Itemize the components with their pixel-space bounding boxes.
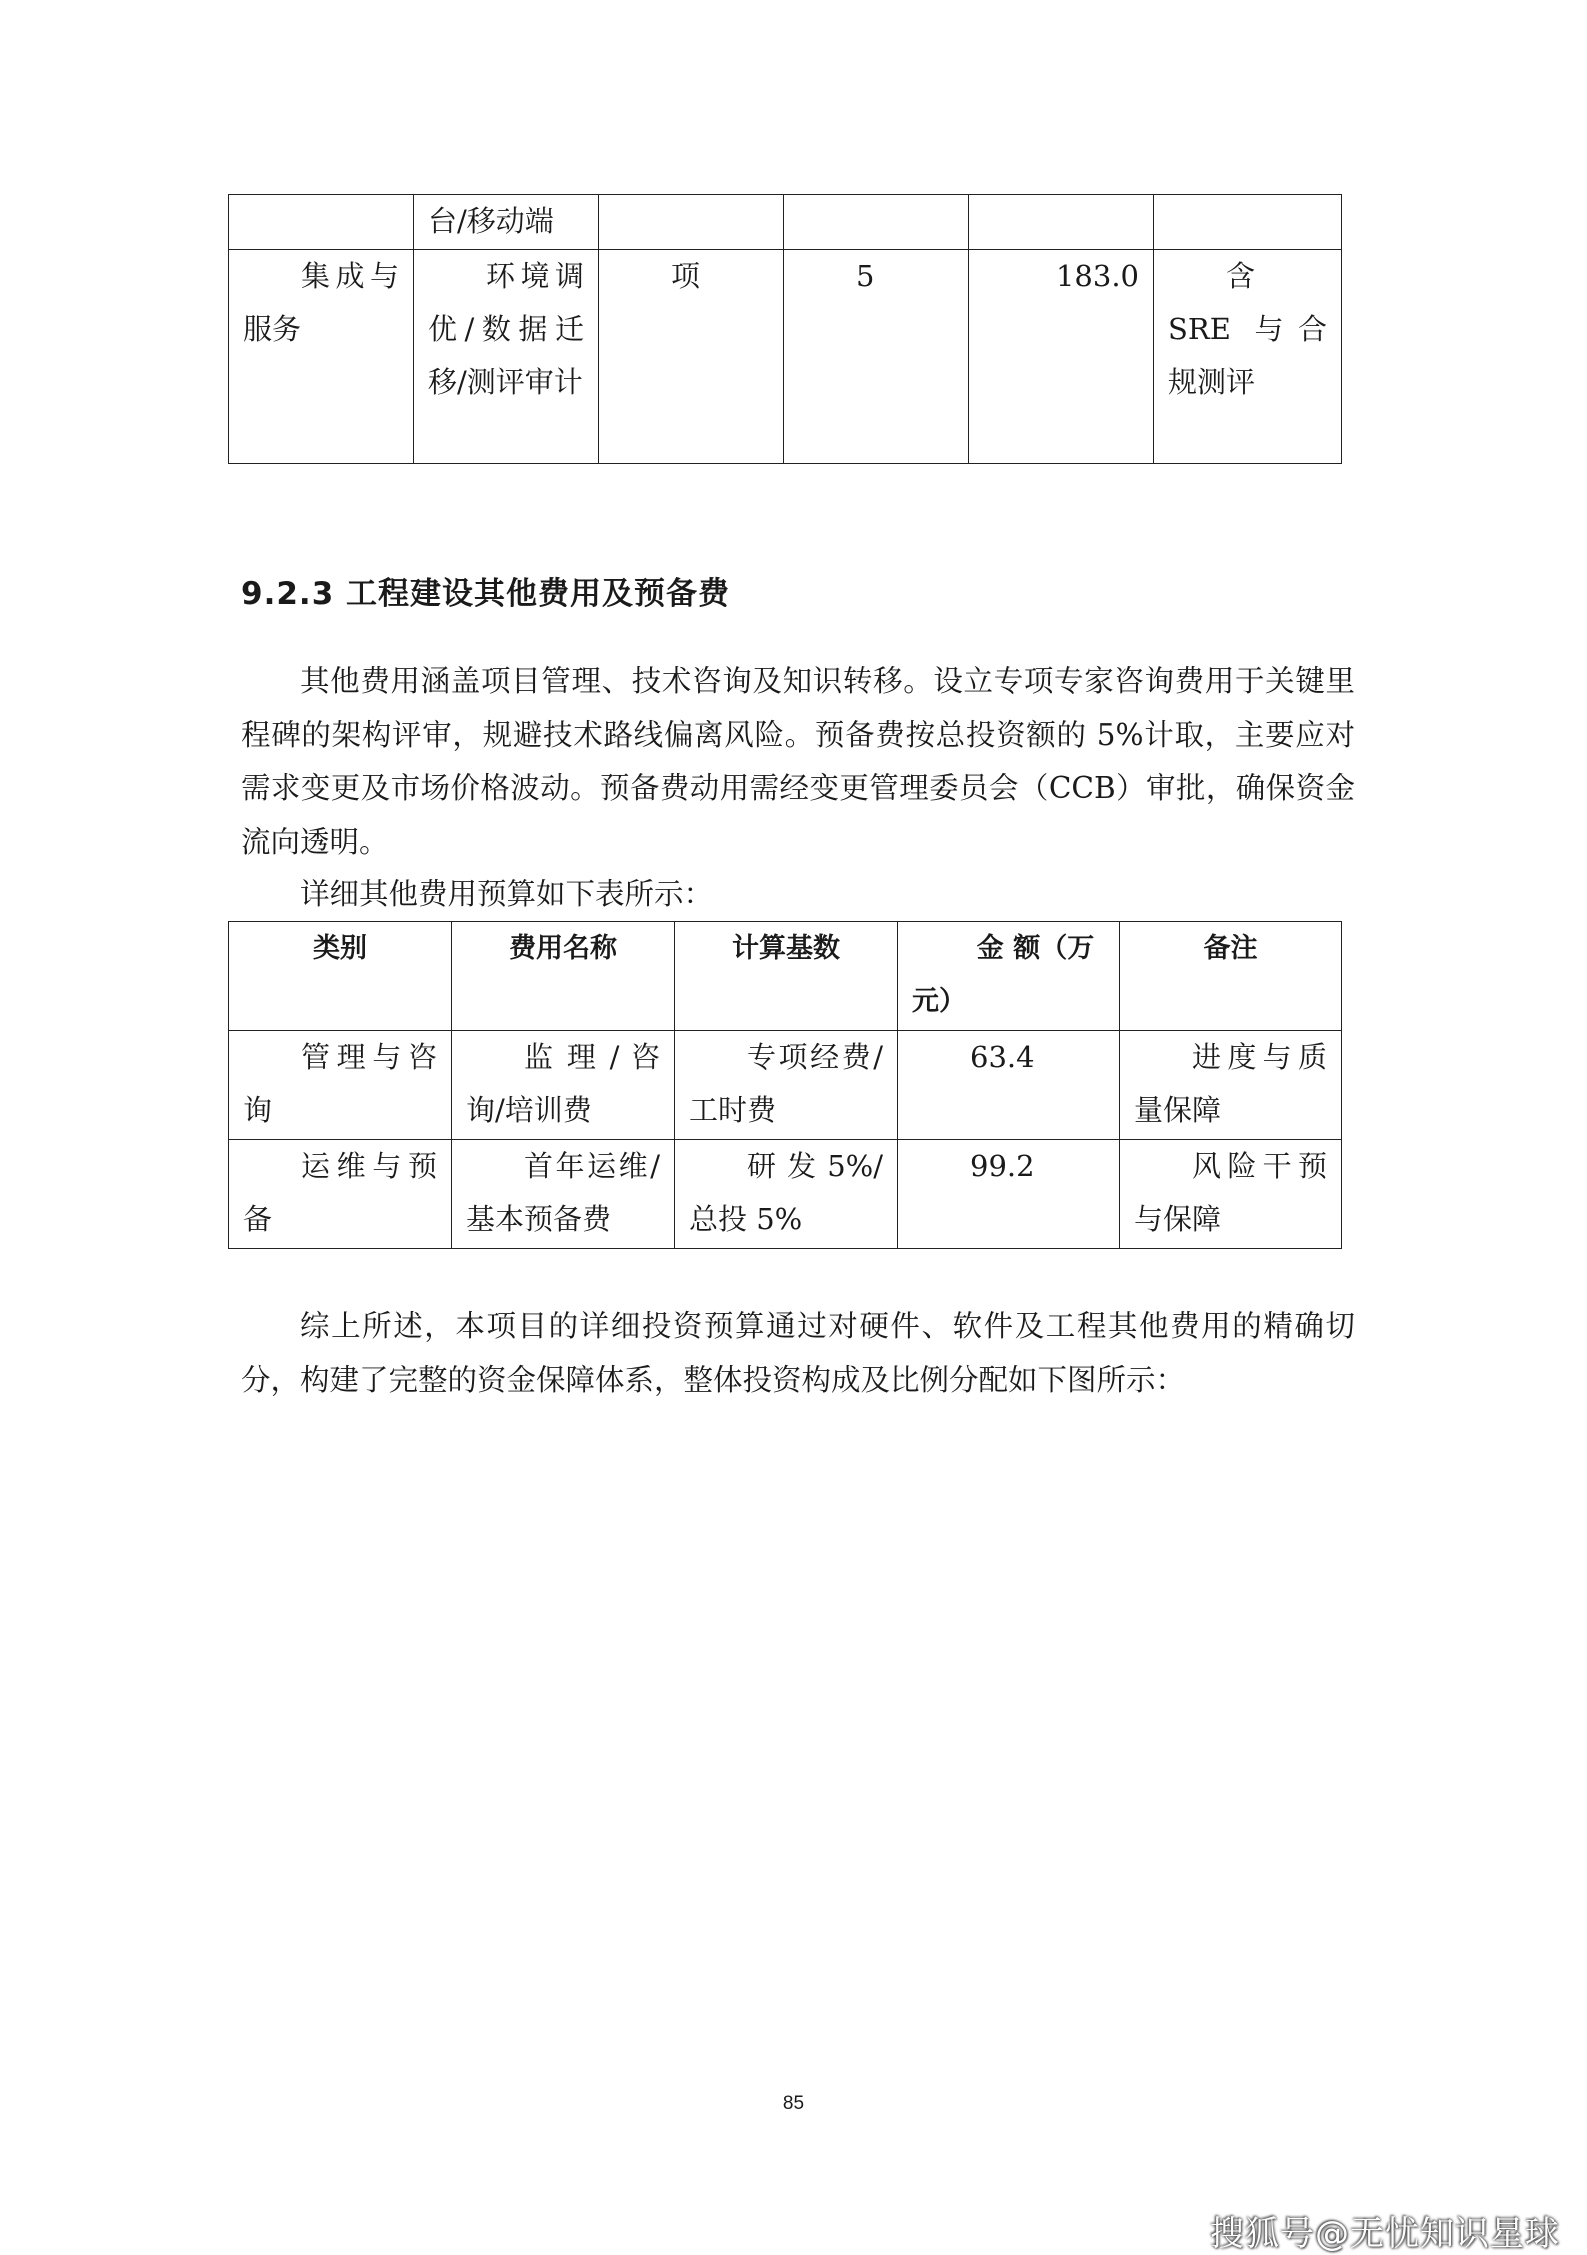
table-cell: 集成与服务	[229, 250, 414, 464]
table-row	[229, 195, 1342, 250]
table-cell	[229, 195, 414, 250]
table-cell: 研 发 5%/ 总投 5%	[675, 1140, 898, 1249]
table-cell	[1154, 195, 1342, 250]
table-header-row	[229, 922, 1342, 1031]
table-cell: 63.4	[898, 1031, 1120, 1140]
table-intro-paragraph: 详细其他费用预算如下表所示：	[300, 877, 714, 911]
table-cell: 183.0	[969, 250, 1154, 464]
table-header-cell: 金 额（万元）	[898, 922, 1120, 1031]
table-cell: 项	[599, 250, 784, 464]
table-row	[229, 1031, 1342, 1140]
other-fees-table	[228, 921, 1342, 1249]
table-cell: 含 SRE 与合规测评	[1154, 250, 1342, 464]
source-watermark: 搜狐号@无忧知识星球	[1210, 2214, 1560, 2254]
table-cell: 首年运维/基本预备费	[452, 1140, 675, 1249]
table-cell: 管理与咨询	[229, 1031, 452, 1140]
summary-paragraph: 综上所述，本项目的详细投资预算通过对硬件、软件及工程其他费用的精确切分，构建了完整的资金保障体系，整体投资构成及比例分配如下图所示：	[241, 1309, 1355, 1397]
table-cell	[784, 195, 969, 250]
table-cell: 专项经费/工时费	[675, 1031, 898, 1140]
page-number: 85	[782, 2093, 805, 2114]
table-cell: 5	[784, 250, 969, 464]
table-cell: 环境调优/数据迁移/测评审计	[414, 250, 599, 464]
table-row	[229, 250, 1342, 464]
table-row	[229, 1140, 1342, 1249]
table-header-cell: 备注	[1120, 922, 1342, 1031]
section-heading: 9.2.3 工程建设其他费用及预备费	[241, 576, 731, 612]
table-cell: 运维与预备	[229, 1140, 452, 1249]
table-cell: 风险干预与保障	[1120, 1140, 1342, 1249]
table-cell: 监 理 / 咨 询/培训费	[452, 1031, 675, 1140]
table-cell: 进度与质量保障	[1120, 1031, 1342, 1140]
investment-table-continued	[228, 194, 1342, 464]
table-cell	[599, 195, 784, 250]
table-header-cell: 类别	[229, 922, 452, 1031]
table-cell: 99.2	[898, 1140, 1120, 1249]
body-paragraph: 其他费用涵盖项目管理、技术咨询及知识转移。设立专项专家咨询费用于关键里程碑的架构评审，规避技术路线偏离风险。预备费按总投资额的 5%计取，主要应对需求变更及市场价格波动。预备费动用需经变更管理委员会（CCB）审批，确保资金流向透明。	[241, 664, 1355, 859]
table-header-cell: 计算基数	[675, 922, 898, 1031]
table-header-cell: 费用名称	[452, 922, 675, 1031]
table-cell	[969, 195, 1154, 250]
table-cell: 台/移动端	[414, 195, 599, 250]
